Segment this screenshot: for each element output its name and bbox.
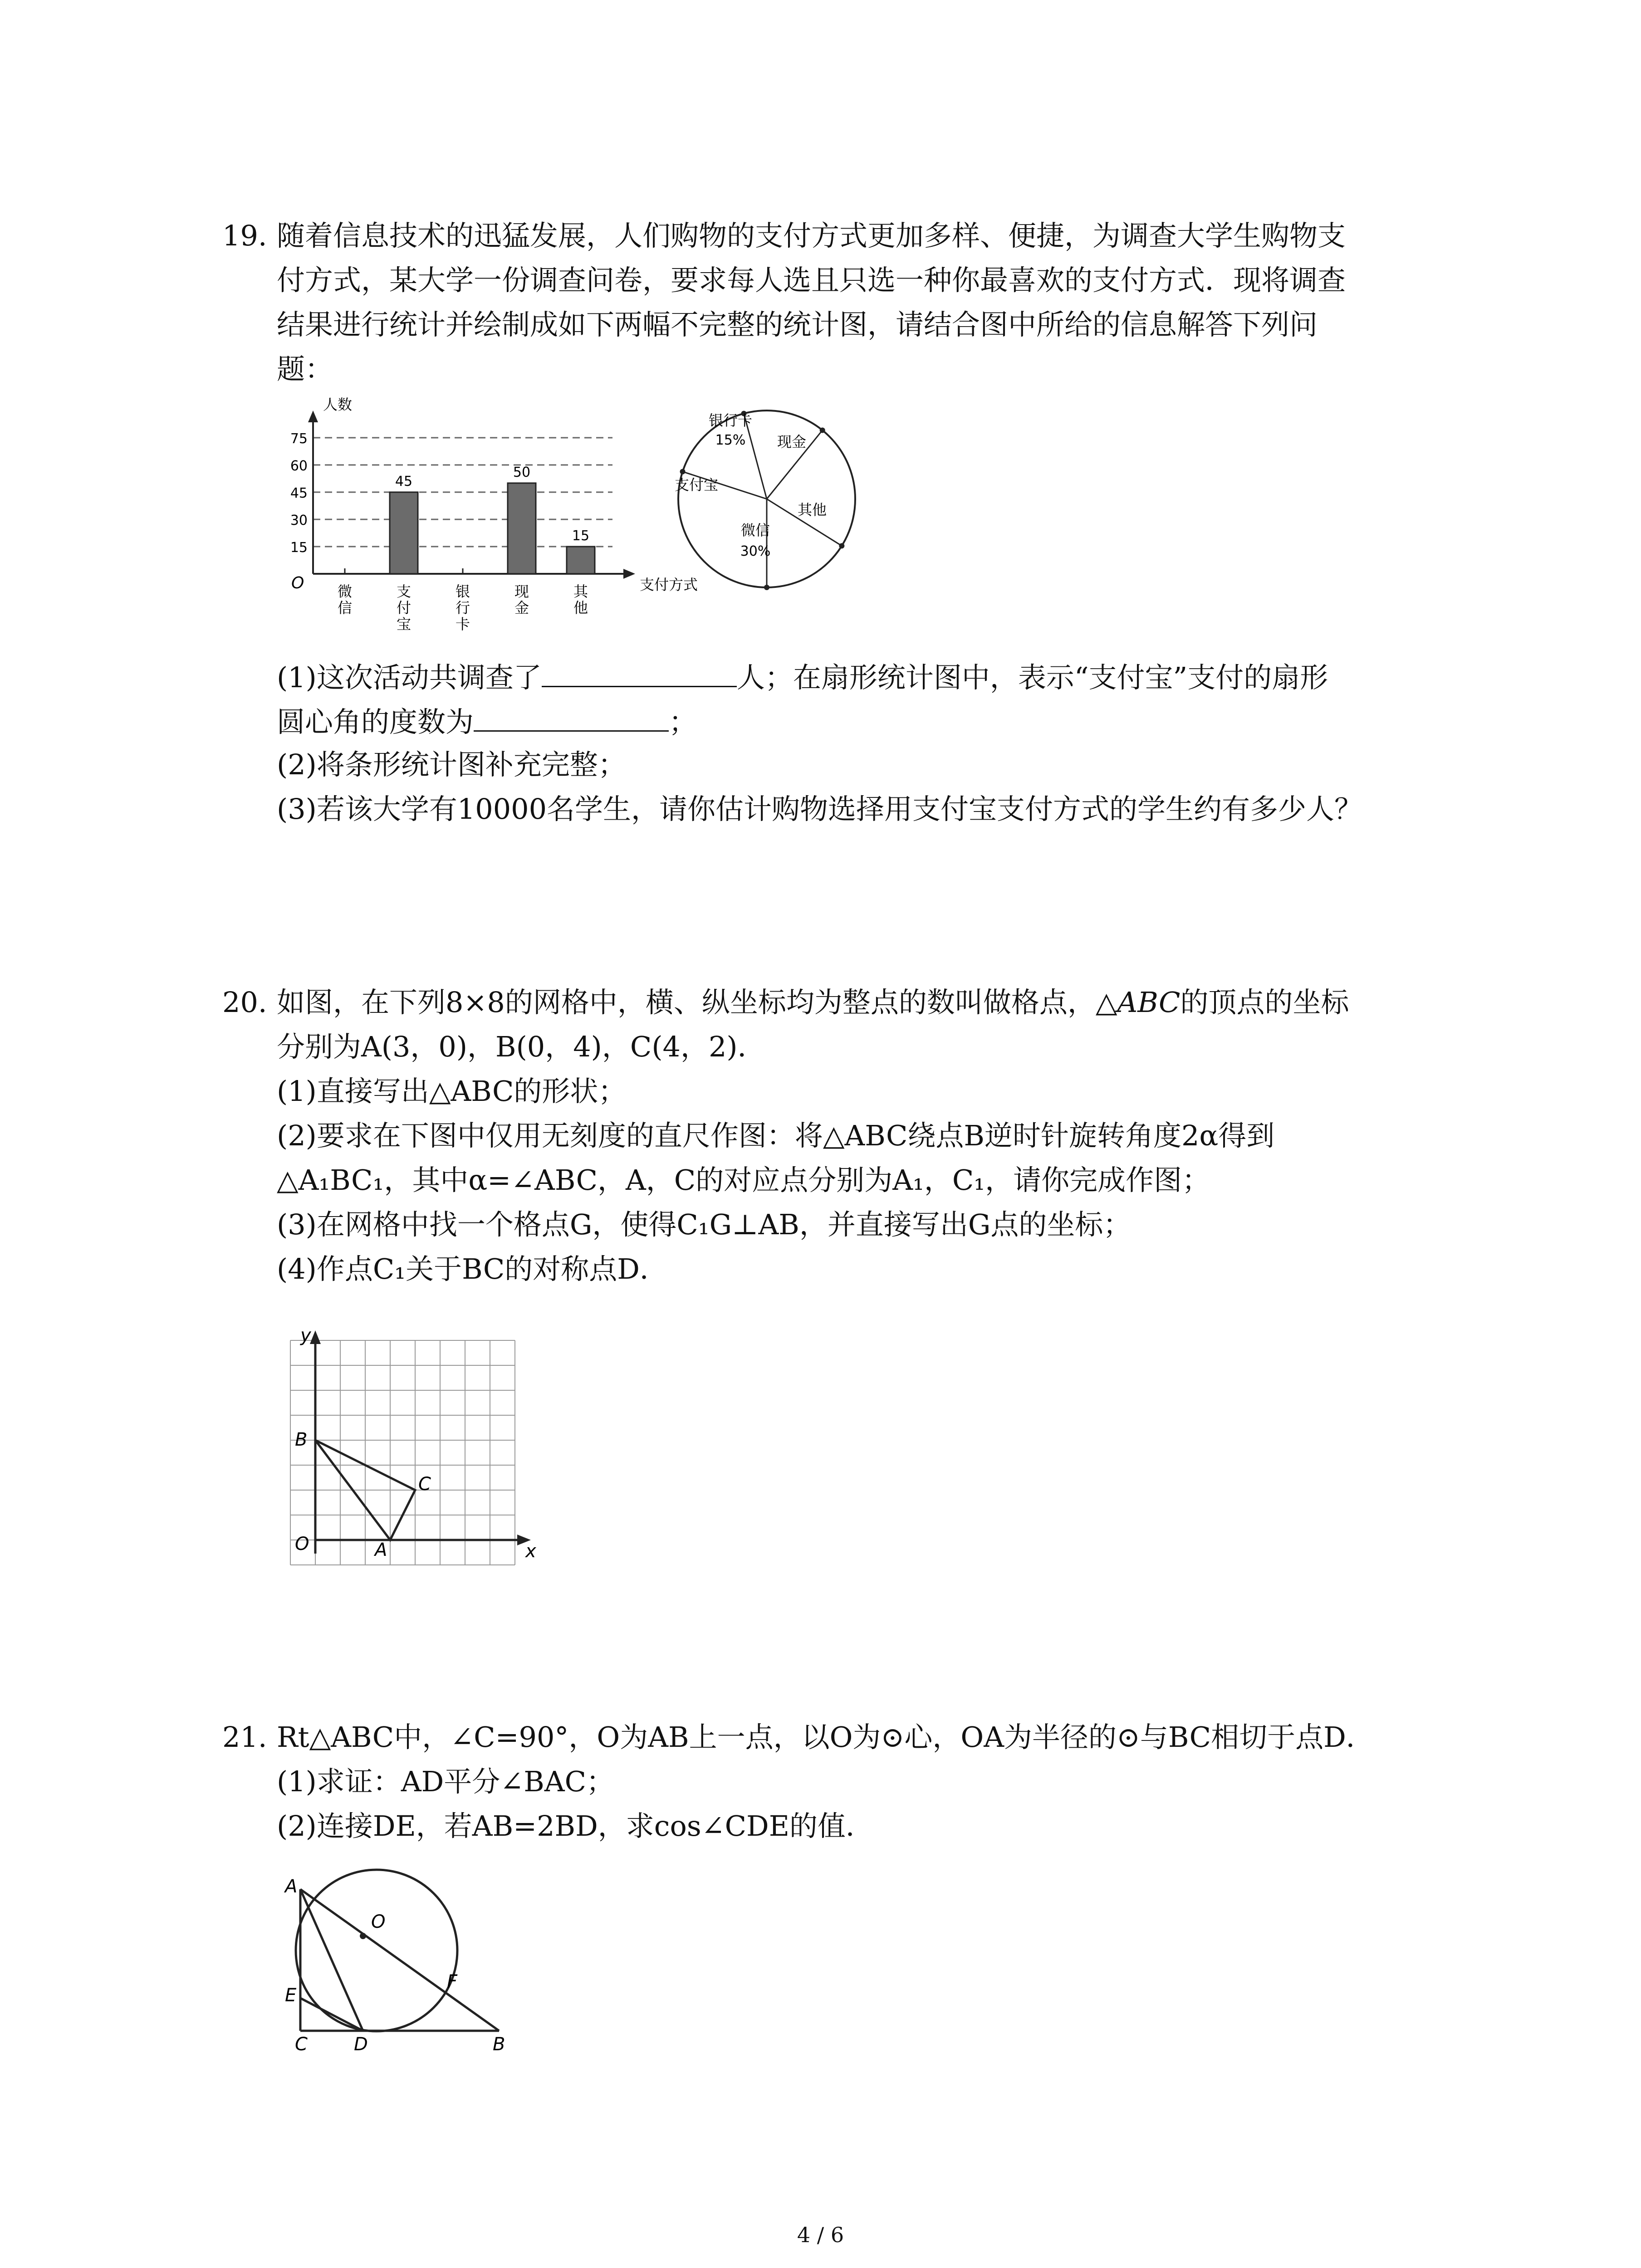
- point-label-b: B: [295, 1429, 308, 1450]
- q20-line-2: 分别为A(3，0)，B(0，4)，C(4，2)．: [277, 1030, 766, 1063]
- pie-label: 微信: [740, 522, 770, 539]
- pie-boundary-dot: [764, 585, 769, 590]
- y-axis-arrow: [308, 411, 318, 422]
- q19-part1-text-c: 圆心角的度数为: [277, 705, 474, 738]
- category-label-char: 宝: [396, 616, 411, 633]
- category-label-char: 银: [455, 583, 470, 600]
- circle-o: [296, 1870, 457, 2031]
- segment-ed: [300, 1998, 363, 2031]
- category-label-char: 付: [396, 599, 411, 616]
- point-label-c: C: [295, 2034, 308, 2055]
- y-tick-label: 15: [290, 540, 308, 556]
- y-axis-title: 人数: [323, 396, 353, 413]
- q20-line-1-a: 如图，在下列8×8的网格中，横、纵坐标均为整点的数叫做格点，△: [277, 986, 1117, 1019]
- point-label-f: F: [447, 1971, 458, 1992]
- bar-其他: [567, 547, 595, 574]
- bar-支付宝: [390, 492, 418, 574]
- q21-circle-figure: [281, 1869, 535, 2055]
- center-dot-o: [360, 1933, 366, 1939]
- x-axis-arrow: [623, 569, 635, 579]
- q19-part3: (3)若该大学有10000名学生，请你估计购物选择用支付宝支付方式的学生约有多少人？: [277, 792, 1363, 826]
- q19-part1-line1: [277, 658, 1328, 696]
- q19-part1-text-a: (1)这次活动共调查了: [277, 661, 542, 694]
- page-number: 4 / 6: [797, 2223, 844, 2247]
- category-label-char: 微: [337, 583, 353, 600]
- point-label-a: A: [285, 1876, 298, 1897]
- category-label-char: 卡: [455, 616, 470, 633]
- q19-answer-blank-1[interactable]: [542, 658, 737, 687]
- pie-boundary-dot: [680, 469, 686, 474]
- q19-stem-line-2: 付方式，某大学一份调查问卷，要求每人选且只选一种你最喜欢的支付方式．现将调查: [277, 264, 1346, 297]
- x-axis-title: 支付方式: [640, 576, 698, 593]
- category-label-char: 信: [337, 599, 353, 616]
- bar-现金: [508, 483, 536, 574]
- q19-stem-line-1: 随着信息技术的迅猛发展，人们购物的支付方式更加多样、便捷，为调查大学生购物支: [277, 219, 1346, 252]
- origin-label: O: [295, 1534, 309, 1554]
- y-tick-label: 75: [290, 431, 308, 447]
- q19-part1-text-d: ；: [669, 705, 697, 738]
- origin-label: O: [291, 574, 304, 592]
- q20-part4: (4)作点C₁关于BC的对称点D．: [277, 1252, 668, 1286]
- pie-boundary-dot: [820, 427, 825, 433]
- q19-stem-line-4: 题：: [277, 352, 333, 386]
- y-tick-label: 45: [290, 485, 308, 501]
- data-label: 50: [513, 464, 531, 480]
- q19-bar-chart: [272, 392, 698, 655]
- q19-part2: (2)将条形统计图补充完整；: [277, 748, 626, 781]
- pie-label: 其他: [797, 501, 827, 518]
- q20-part2-line2: △A₁BC₁，其中α=∠ABC，A，C的对应点分别为A₁，C₁，请你完成作图；: [277, 1163, 1210, 1197]
- q20-part2-line1: (2)要求在下图中仅用无刻度的直尺作图：将△ABC绕点B逆时针旋转角度2α得到: [277, 1119, 1275, 1152]
- point-label-b: B: [493, 2034, 505, 2055]
- q19-part1-line2: [277, 702, 697, 740]
- point-label-a: A: [375, 1540, 387, 1560]
- y-axis-arrow: [310, 1330, 321, 1344]
- pie-label: 支付宝: [674, 476, 719, 494]
- y-tick-label: 60: [290, 458, 308, 474]
- q19-stem-line-3: 结果进行统计并绘制成如下两幅不完整的统计图，请结合图中所给的信息解答下列问: [277, 308, 1318, 341]
- q19-part1-text-b: 人；在扇形统计图中，表示“支付宝”支付的扇形: [736, 661, 1328, 694]
- data-label: 15: [572, 528, 590, 544]
- y-tick-label: 30: [290, 513, 308, 528]
- q21-line-1: Rt△ABC中，∠C=90°，O为AB上一点，以O为⊙心，OA为半径的⊙与BC相切于点D．: [277, 1721, 1374, 1754]
- category-label-char: 行: [455, 599, 470, 616]
- point-label-o: O: [371, 1911, 386, 1932]
- q20-line-1: [277, 984, 1349, 1021]
- y-axis-label: y: [300, 1325, 311, 1346]
- data-label: 45: [395, 474, 413, 489]
- category-label-char: 现: [514, 583, 529, 600]
- q20-part1: (1)直接写出△ABC的形状；: [277, 1075, 627, 1108]
- q21-part1: (1)求证：AD平分∠BAC；: [277, 1765, 615, 1798]
- pie-percent: 15%: [715, 432, 746, 448]
- pie-percent: 30%: [740, 543, 771, 559]
- segment-ab: [300, 1889, 499, 2031]
- q20-number: 20.: [222, 986, 267, 1019]
- q20-line-1-abc: ABC: [1117, 986, 1181, 1019]
- category-label-char: 支: [396, 583, 411, 600]
- point-label-c: C: [418, 1474, 431, 1495]
- q21-number: 21.: [222, 1721, 267, 1754]
- q19-answer-blank-2[interactable]: [474, 702, 669, 732]
- point-label-d: D: [354, 2034, 368, 2055]
- q19-number: 19.: [222, 219, 267, 252]
- pie-label: 现金: [777, 433, 807, 450]
- q20-part3: (3)在网格中找一个格点G，使得C₁G⊥AB，并直接写出G点的坐标；: [277, 1208, 1132, 1241]
- category-label-char: 他: [573, 599, 588, 616]
- q21-part2: (2)连接DE，若AB=2BD，求cos∠CDE的值．: [277, 1809, 874, 1843]
- q19-pie-chart: [662, 399, 871, 599]
- q20-grid-figure: [286, 1327, 540, 1585]
- pie-boundary-dot: [839, 543, 844, 548]
- category-label-char: 金: [514, 599, 529, 616]
- q20-line-1-c: 的顶点的坐标: [1180, 986, 1349, 1019]
- pie-label: 银行卡: [708, 412, 753, 429]
- x-axis-label: x: [525, 1541, 536, 1562]
- point-label-e: E: [285, 1985, 297, 2006]
- category-label-char: 其: [573, 583, 588, 600]
